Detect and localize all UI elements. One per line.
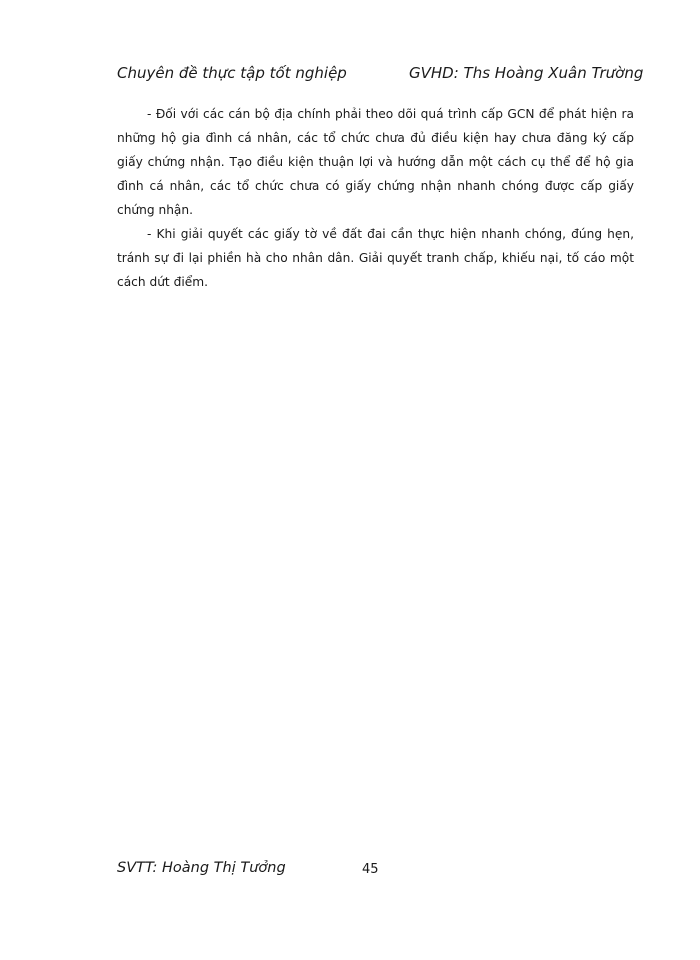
header-thesis-title: Chuyên đề thực tập tốt nghiệp bbox=[117, 64, 347, 82]
footer-student: SVTT: Hoàng Thị Tưởng bbox=[117, 860, 286, 876]
page-number: 45 bbox=[362, 862, 379, 877]
paragraph-cadastral-officers: - Đối với các cán bộ địa chính phải theo dõi quá trình cấp GCN để phát hiện ra những hộ gia đình cá nhân, các tổ chức chưa đủ điều kiện hay chưa đăng ký cấp giấy chứng nhận. Tạo điều kiện thuận lợi và hướng dẫn một cách cụ thể để hộ gia đình cá nhân, các tổ chức chưa có giấy chứng nhận nhanh chóng được cấp giấy chứng nhận. bbox=[117, 107, 634, 217]
header-supervisor: GVHD: Ths Hoàng Xuân Trường bbox=[409, 64, 644, 82]
header-divider bbox=[117, 89, 631, 90]
document-body bbox=[117, 102, 634, 294]
paragraph-land-documents: - Khi giải quyết các giấy tờ về đất đai cần thực hiện nhanh chóng, đúng hẹn, tránh sự đi lại phiền hà cho nhân dân. Giải quyết tranh chấp, khiếu nại, tố cáo một cách dứt điểm. bbox=[117, 227, 634, 289]
